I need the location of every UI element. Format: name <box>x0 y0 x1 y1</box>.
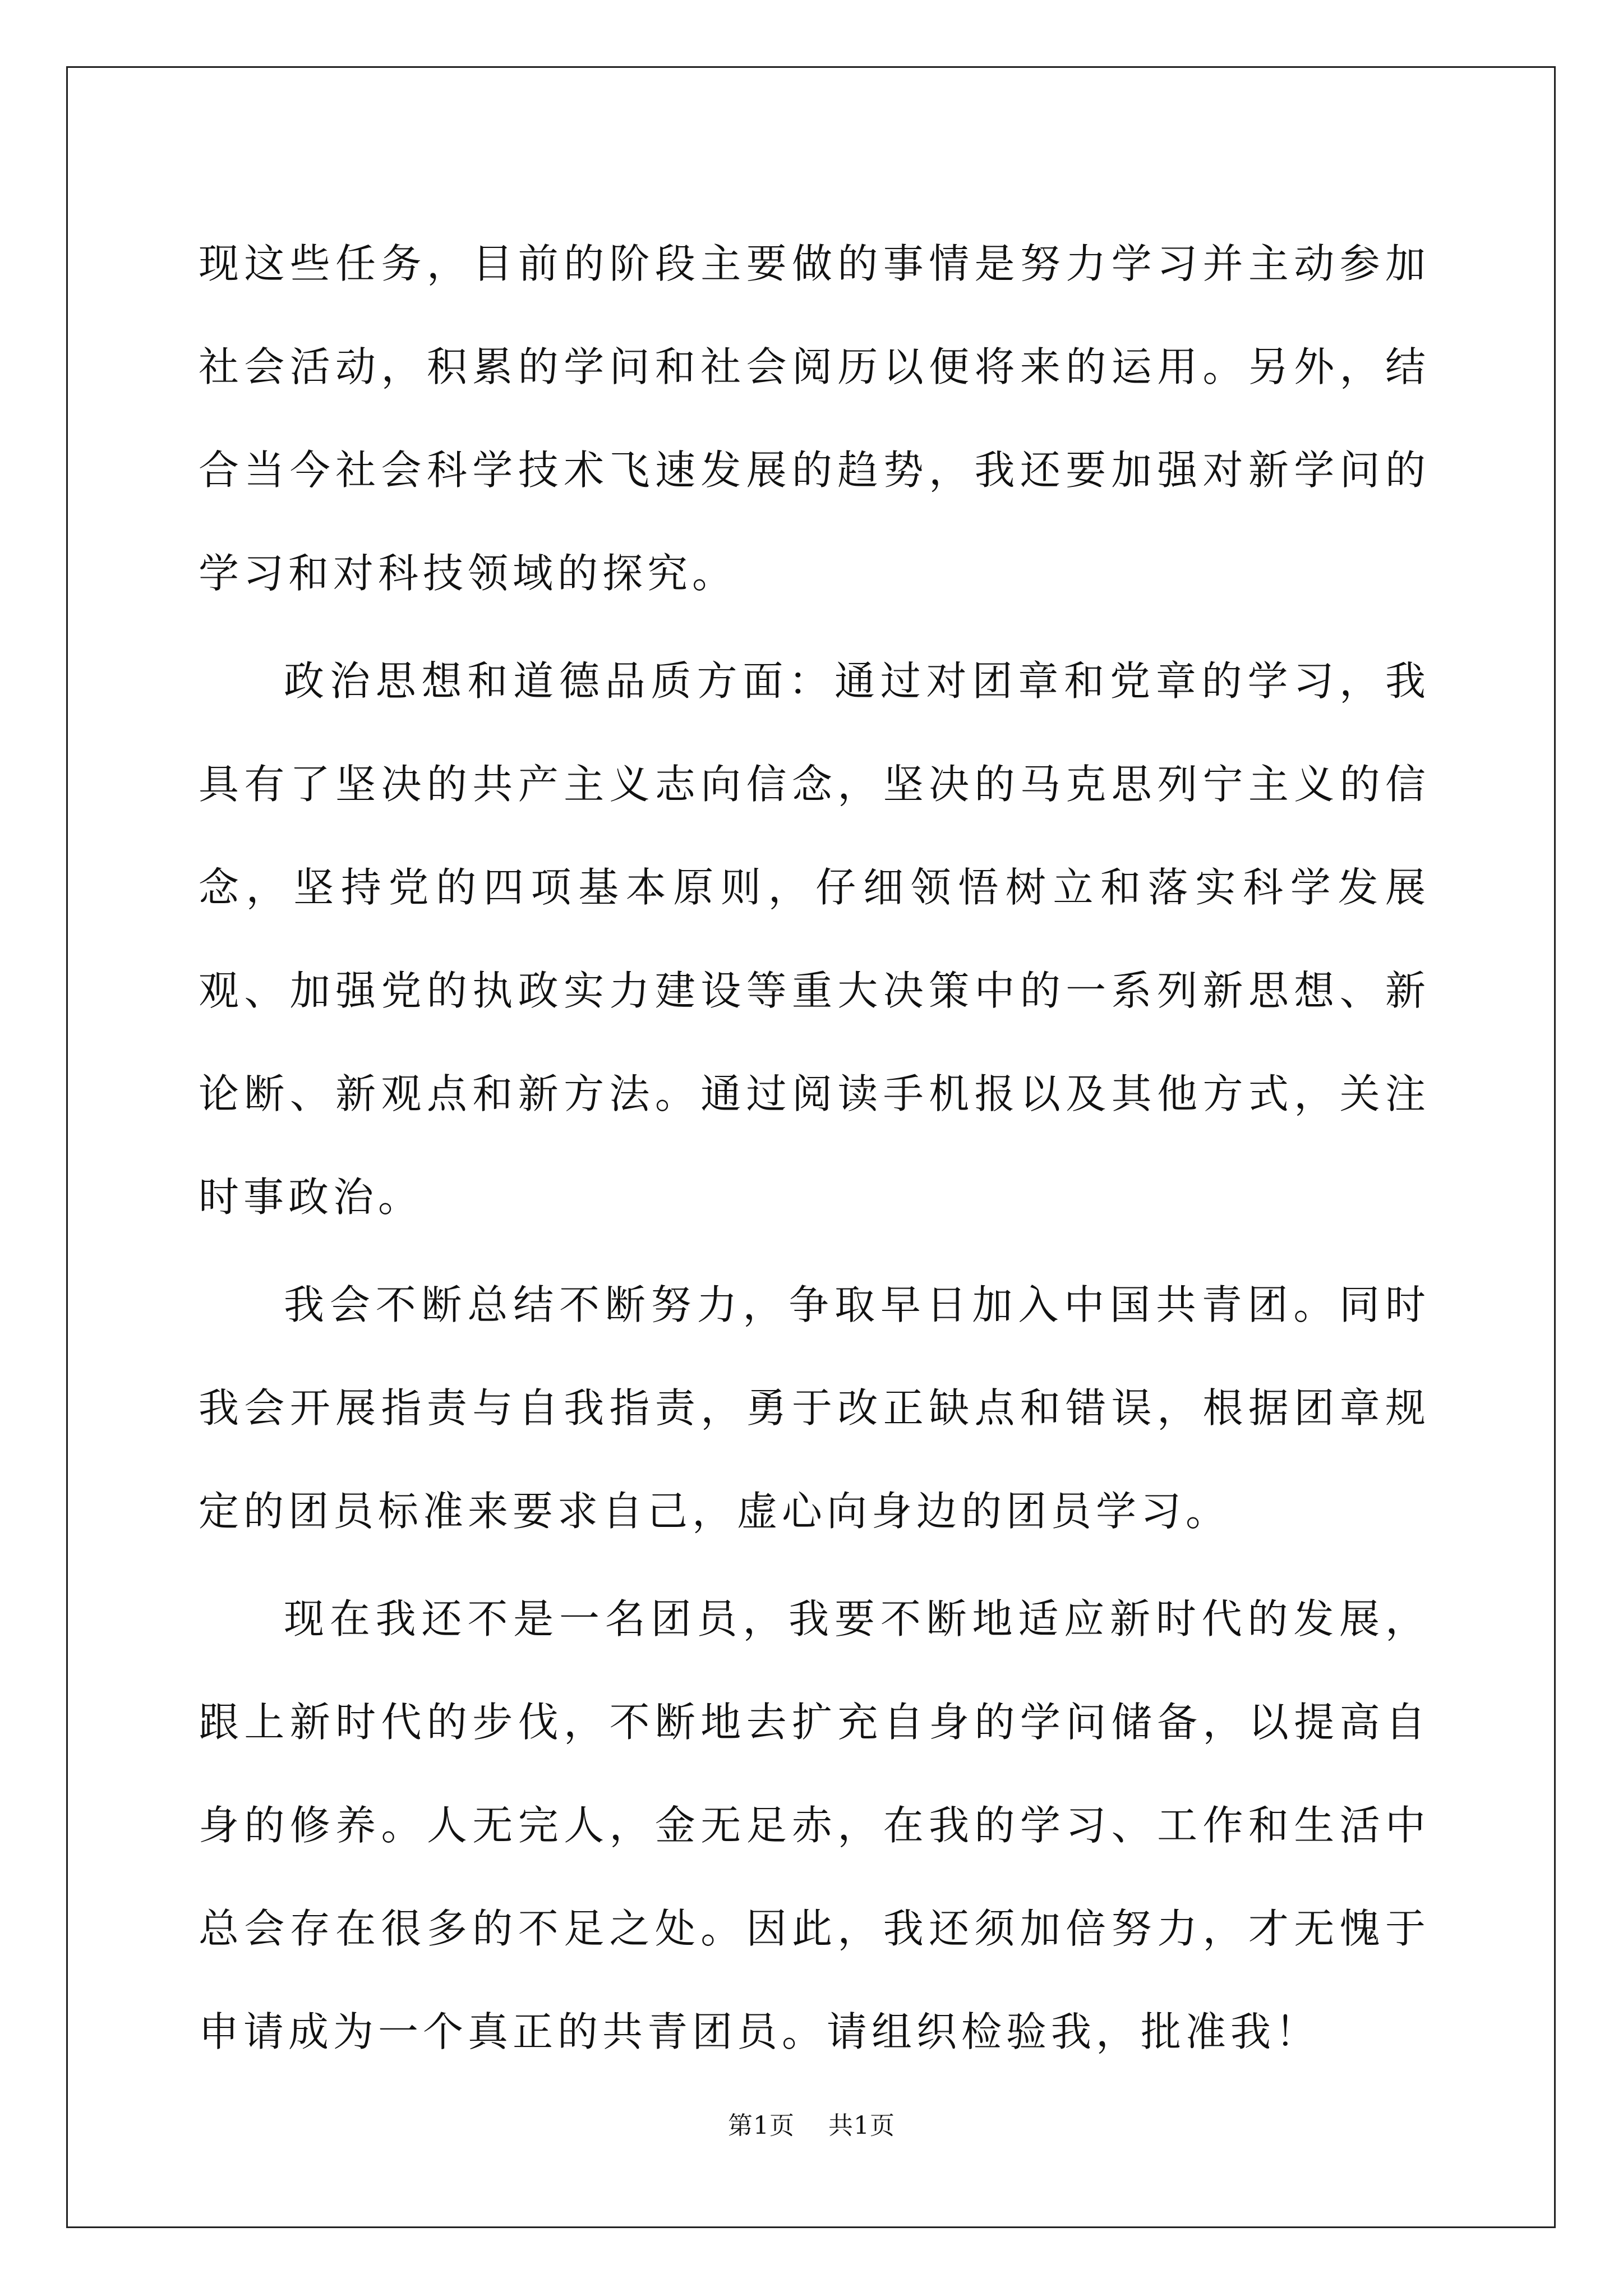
page-total: 共1页 <box>828 2111 895 2140</box>
paragraph-4: 现在我还不是一名团员，我要不断地适应新时代的发展，跟上新时代的步伐，不断地去扩充自身的学问储备，以提高自身的修养。人无完人，金无足赤，在我的学习、工作和生活中总会存在很多的不足之处。因此，我还须加倍努力，才无愧于申请成为一个真正的共青团员。请组织检验我，批准我！ <box>199 1595 1430 2055</box>
footer-spacer <box>795 2111 828 2140</box>
page-number: 第1页 <box>728 2111 795 2140</box>
paragraph-3: 我会不断总结不断努力，争取早日加入中国共青团。同时我会开展指责与自我指责，勇于改正缺点和错误，根据团章规定的团员标准来要求自己，虚心向身边的团员学习。 <box>199 1281 1430 1535</box>
paragraph-2: 政治思想和道德品质方面：通过对团章和党章的学习，我具有了坚决的共产主义志向信念，坚决的马克思列宁主义的信念，坚持党的四项基本原则，仔细领悟树立和落实科学发展观、加强党的执政实力建设等重大决策中的一系列新思想、新论断、新观点和新方法。通过阅读手机报以及其他方式，关注时事政治。 <box>199 657 1430 1221</box>
page-footer <box>0 2109 1623 2143</box>
paragraph-1: 现这些任务，目前的阶段主要做的事情是努力学习并主动参加社会活动，积累的学问和社会阅历以便将来的运用。另外，结合当今社会科学技术飞速发展的趋势，我还要加强对新学问的学习和对科技领域的探究。 <box>199 240 1430 597</box>
document-body <box>199 212 1430 2083</box>
